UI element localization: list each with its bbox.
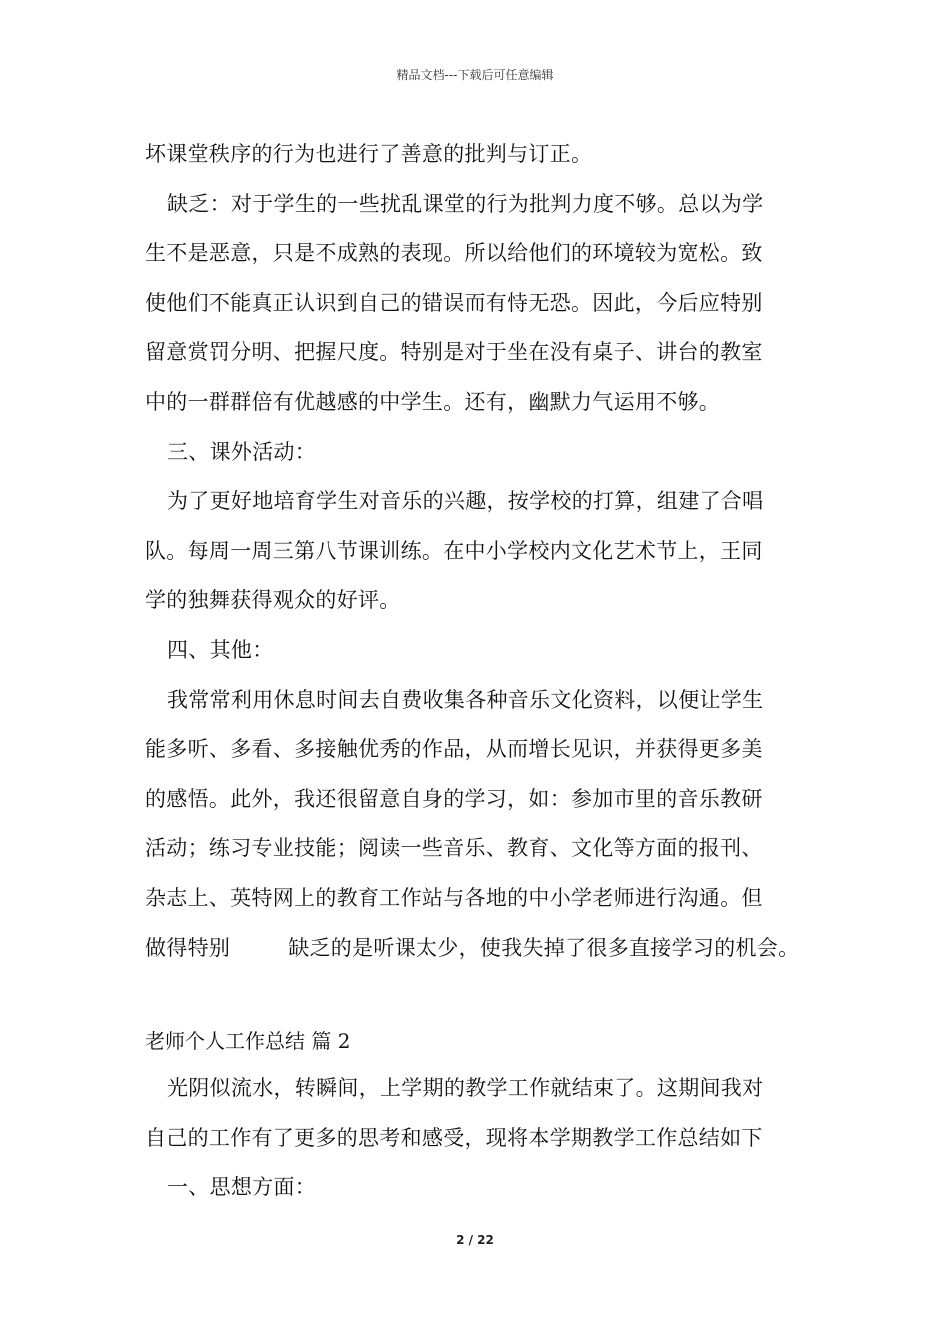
paragraph-line: 留意赏罚分明、把握尺度。特别是对于坐在没有桌子、讲台的教室 (145, 340, 763, 365)
page-number: 2 / 22 (456, 1233, 494, 1247)
paragraph-line: 中的一群群倍有优越感的中学生。还有，幽默力气运用不够。 (145, 389, 721, 414)
paragraph-line: 队。每周一周三第八节课训练。在中小学校内文化艺术节上，王同 (145, 538, 763, 563)
paragraph-line (145, 924, 825, 974)
section-heading-thought: 一、思想方面： (167, 1175, 317, 1200)
paragraph-line: 活动；练习专业技能；阅读一些音乐、教育、文化等方面的报刊、 (145, 836, 763, 861)
section-heading-other: 四、其他： (167, 637, 274, 662)
paragraph-line: 的感悟。此外，我还很留意自身的学习，如：参加市里的音乐教研 (145, 786, 763, 811)
paragraph-line: 我常常利用休息时间去自费收集各种音乐文化资料，以便让学生 (167, 687, 764, 712)
paragraph-line: 光阴似流水，转瞬间，上学期的教学工作就结束了。这期间我对 (167, 1076, 764, 1101)
paragraph-line: 坏课堂秩序的行为也进行了善意的批判与订正。 (145, 142, 593, 166)
line-segment: 做得特别 (145, 935, 231, 960)
section-heading-extracurricular: 三、课外活动： (167, 439, 317, 464)
document-body (145, 130, 825, 1213)
paragraph-line: 生不是恶意，只是不成熟的表现。所以给他们的环境较为宽松。致 (145, 241, 763, 266)
line-segment: 缺乏的是听课太少，使我失掉了很多直接学习的机会。 (288, 935, 800, 960)
paragraph-line: 使他们不能真正认识到自己的错误而有恃无恐。因此，今后应特别 (145, 290, 763, 315)
paragraph-line: 缺乏：对于学生的一些扰乱课堂的行为批判力度不够。总以为学 (167, 191, 764, 216)
paragraph-line: 杂志上、英特网上的教育工作站与各地的中小学老师进行沟通。但 (145, 885, 763, 910)
page-header: 精品文档---下载后可任意编辑 (396, 68, 554, 82)
paragraph-line: 学的独舞获得观众的好评。 (145, 588, 401, 613)
paragraph-line: 能多听、多看、多接触优秀的作品，从而增长见识，并获得更多美 (145, 737, 763, 762)
paragraph-line: 自己的工作有了更多的思考和感受，现将本学期教学工作总结如下 (145, 1125, 763, 1150)
paragraph-line: 为了更好地培育学生对音乐的兴趣，按学校的打算，组建了合唱 (167, 489, 764, 514)
section-title: 老师个人工作总结 篇 2 (145, 1029, 351, 1054)
section-gap (145, 973, 825, 1019)
